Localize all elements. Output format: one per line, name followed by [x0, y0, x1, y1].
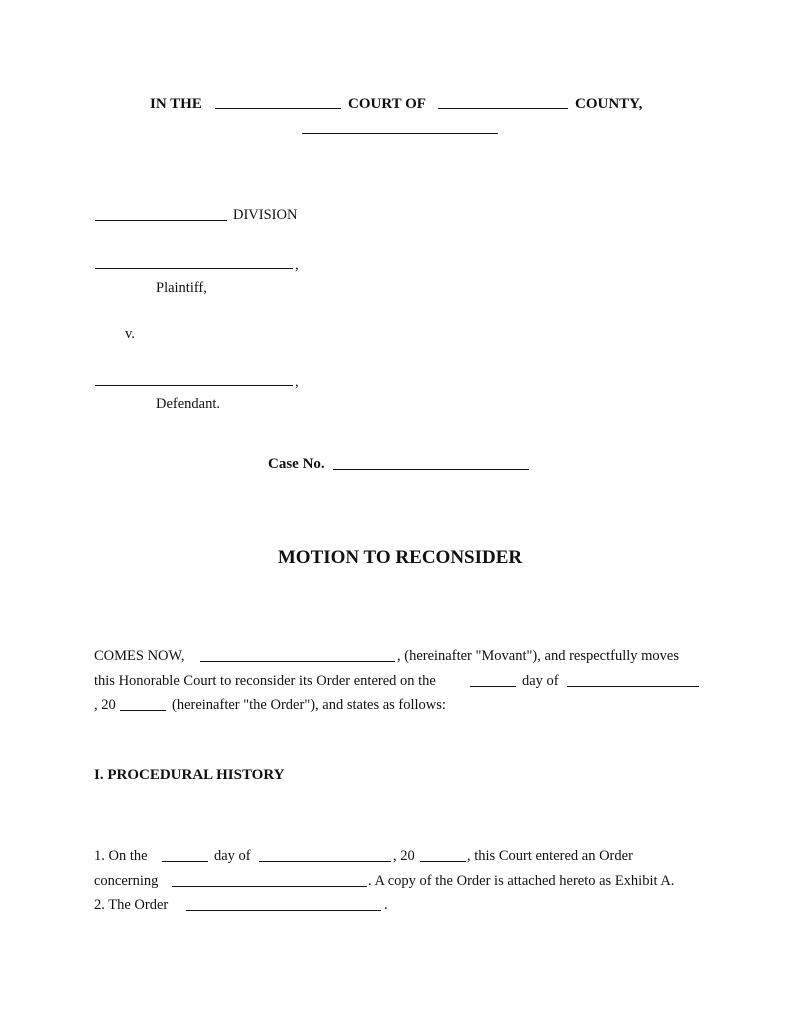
- order-month-blank: [567, 686, 699, 687]
- defendant-comma: ,: [295, 374, 299, 390]
- intro-line3-end: (hereinafter "the Order"), and states as follows:: [172, 697, 446, 713]
- section-heading-procedural-history: I. PROCEDURAL HISTORY: [94, 767, 285, 783]
- plaintiff-name-blank: [95, 268, 293, 269]
- item1-day-blank: [162, 861, 208, 862]
- order-day-blank: [470, 686, 516, 687]
- item1-day-of: day of: [214, 848, 251, 864]
- document-title: MOTION TO RECONSIDER: [277, 547, 523, 568]
- case-no-label: Case No.: [268, 456, 325, 472]
- intro-movant-text: , (hereinafter "Movant"), and respectfully moves: [397, 648, 679, 664]
- state-name-blank: [302, 133, 498, 134]
- county-name-blank: [438, 108, 568, 109]
- item2-start: 2. The Order: [94, 897, 169, 913]
- intro-twenty: , 20: [94, 697, 116, 713]
- division-label: DIVISION: [233, 207, 298, 223]
- plaintiff-comma: ,: [295, 257, 299, 273]
- versus-label: v.: [125, 326, 135, 342]
- header-court-of: COURT OF: [348, 96, 426, 112]
- item2-end: .: [384, 897, 388, 913]
- item1-twenty: , 20: [393, 848, 415, 864]
- movant-name-blank: [200, 661, 395, 662]
- item1-month-blank: [259, 861, 391, 862]
- case-no-blank: [333, 469, 529, 470]
- item1-concerning: concerning: [94, 873, 159, 889]
- division-blank: [95, 220, 227, 221]
- order-year-blank: [120, 710, 166, 711]
- item1-start: 1. On the: [94, 848, 148, 864]
- item1-concerning-blank: [172, 886, 367, 887]
- defendant-label: Defendant.: [156, 396, 221, 412]
- header-county: COUNTY,: [575, 96, 643, 112]
- header-in-the: IN THE: [150, 96, 202, 112]
- court-name-blank: [215, 108, 341, 109]
- intro-comes-now: COMES NOW,: [94, 648, 185, 664]
- item1-concerning-end: . A copy of the Order is attached hereto as Exhibit A.: [368, 873, 675, 889]
- defendant-name-blank: [95, 385, 293, 386]
- intro-day-of: day of: [522, 673, 559, 689]
- item2-blank: [186, 910, 381, 911]
- item1-year-blank: [420, 861, 466, 862]
- intro-line2: this Honorable Court to reconsider its Order entered on the: [94, 673, 436, 689]
- item1-end: , this Court entered an Order: [467, 848, 633, 864]
- plaintiff-label: Plaintiff,: [156, 280, 207, 296]
